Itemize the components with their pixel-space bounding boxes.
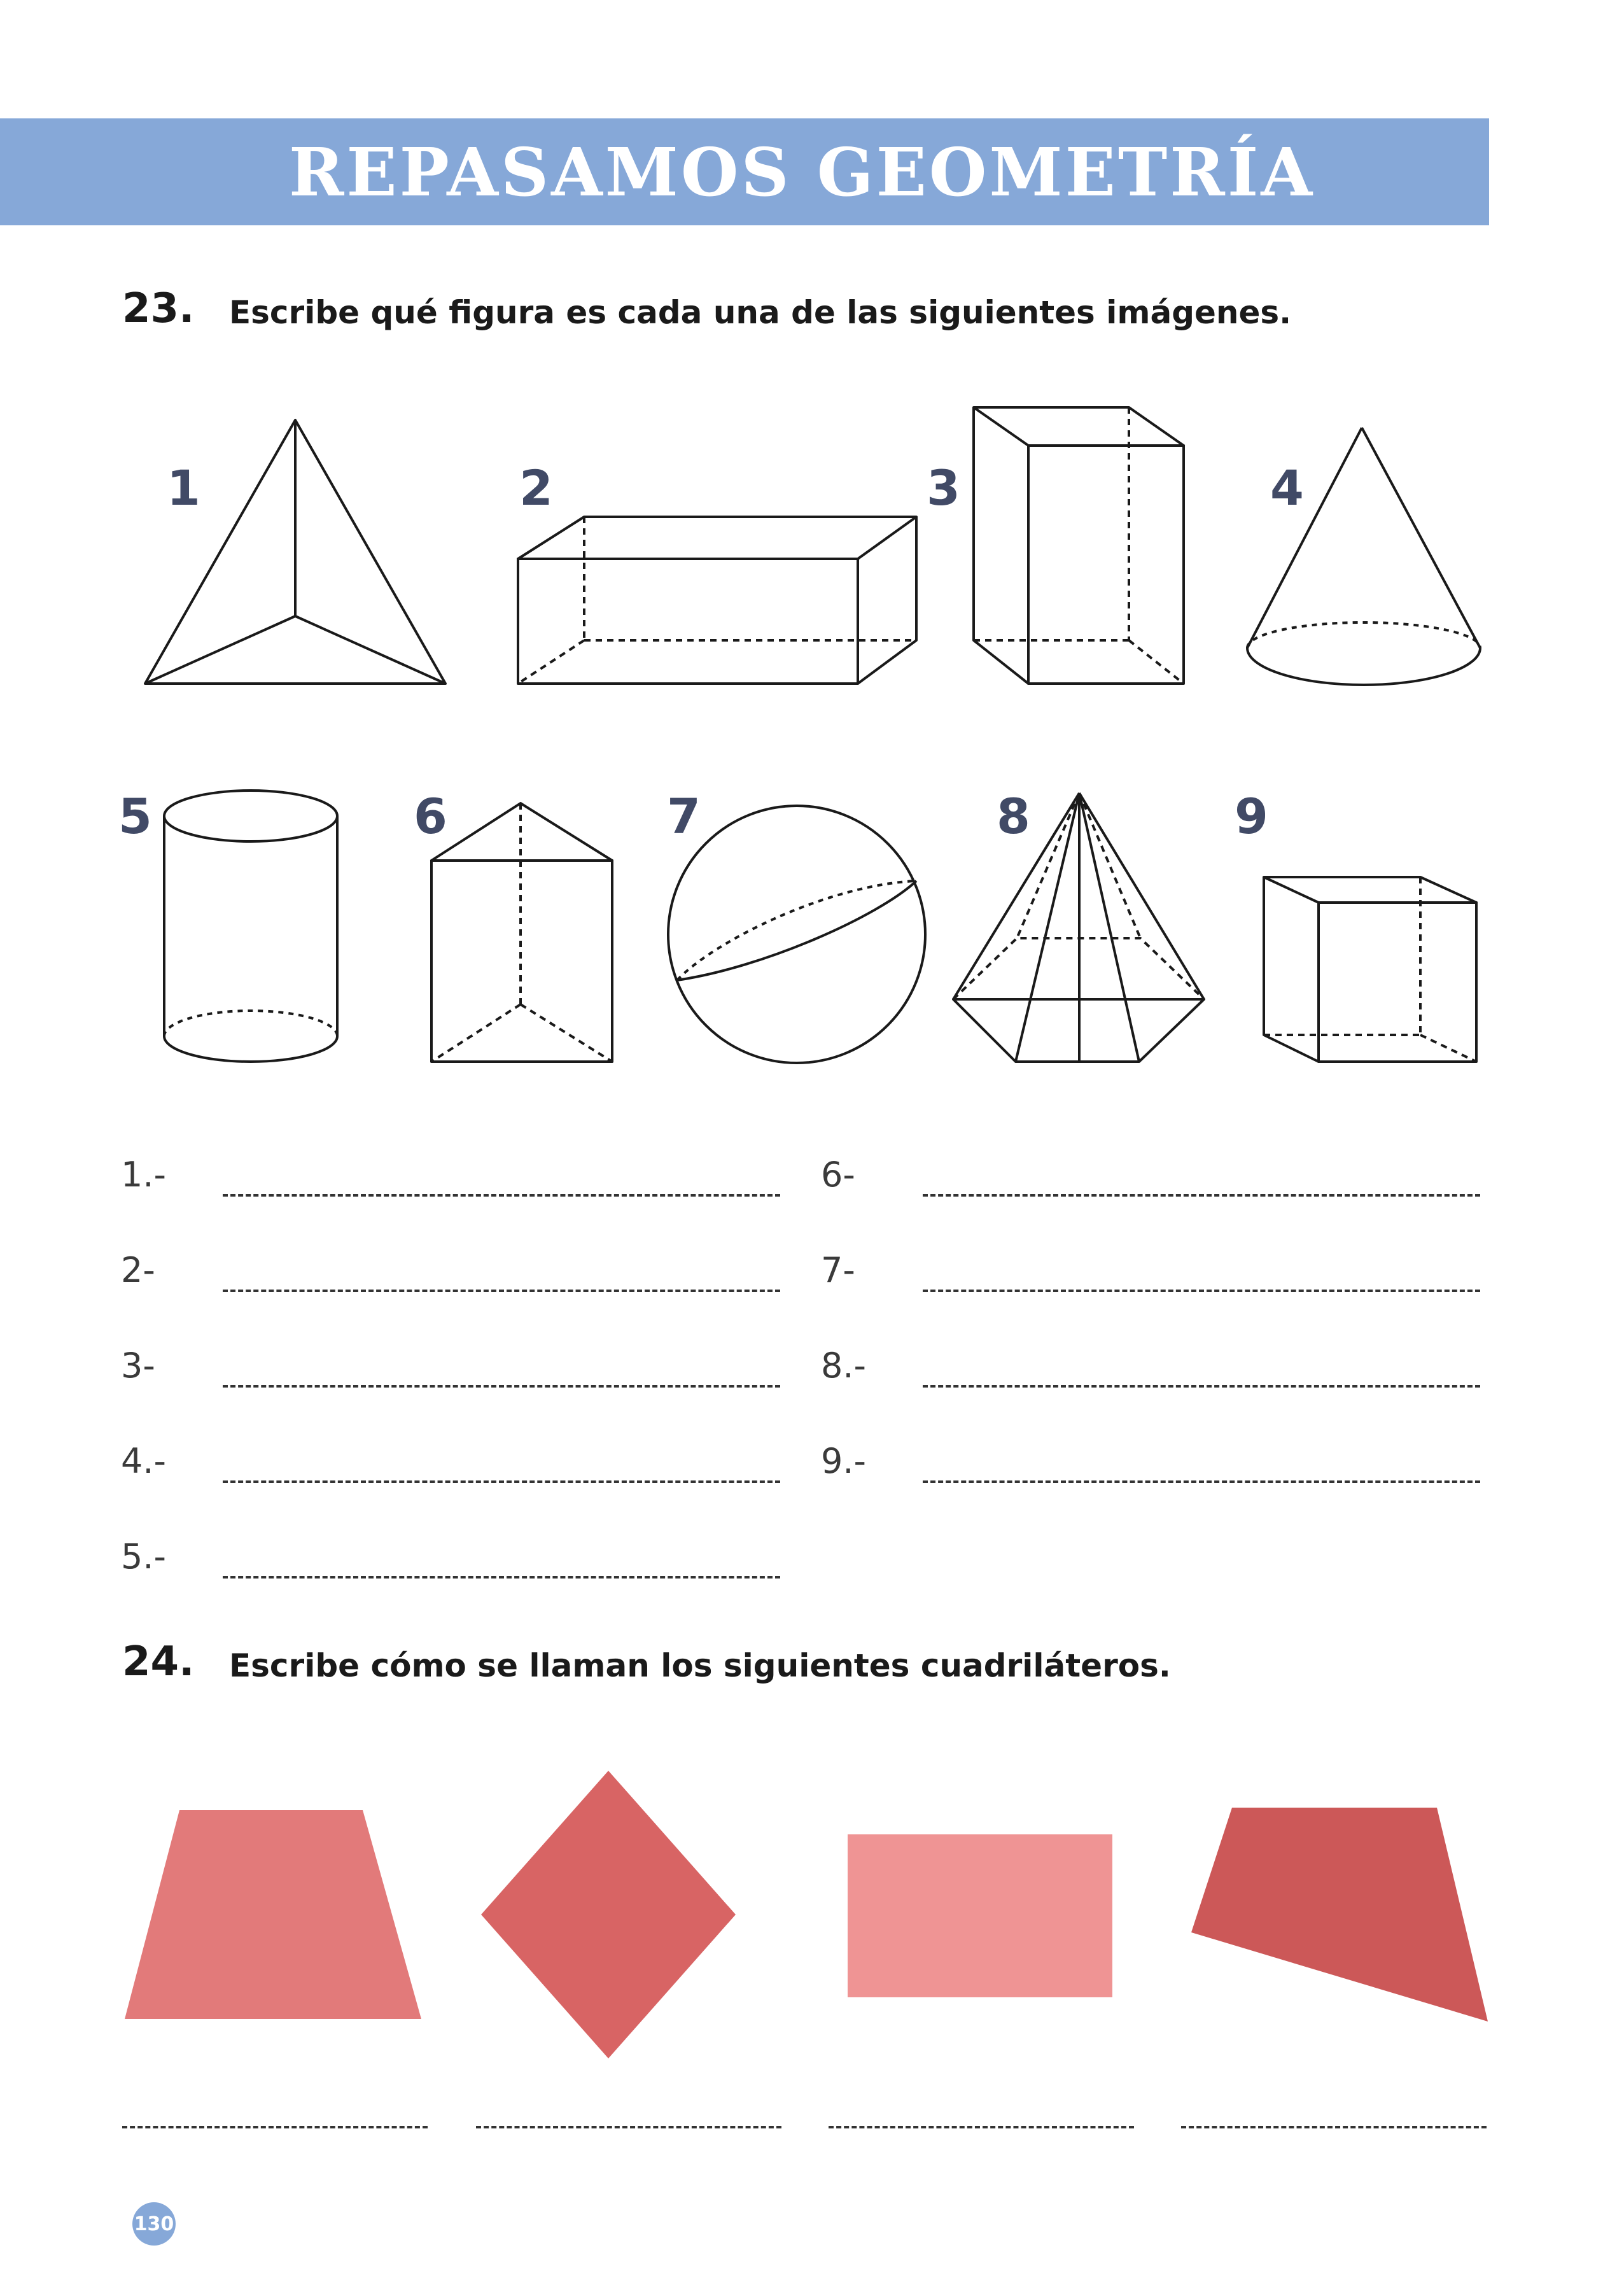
answer-line-7[interactable] xyxy=(923,1290,1480,1292)
tetrahedron-figure xyxy=(145,420,445,684)
answer-line-1[interactable] xyxy=(223,1194,780,1197)
answer-row-8 xyxy=(821,1346,1489,1396)
answer-row-7 xyxy=(821,1250,1489,1301)
quad-answer-line-4[interactable] xyxy=(1181,2126,1487,2128)
exercise-24-instruction: Escribe cómo se llaman los siguientes cuadriláteros. xyxy=(229,1647,1171,1684)
pyramid-figure xyxy=(953,793,1204,1062)
cone-figure xyxy=(1247,428,1480,685)
figure-label-6: 6 xyxy=(414,788,447,845)
answer-label-7: 7- xyxy=(821,1250,855,1290)
answer-row-3 xyxy=(121,1346,789,1396)
page-number: 130 xyxy=(134,2212,174,2235)
answer-line-4[interactable] xyxy=(223,1480,780,1483)
answer-line-8[interactable] xyxy=(923,1385,1480,1388)
figure-label-2: 2 xyxy=(519,460,553,516)
exercise-23-number: 23. xyxy=(122,285,195,332)
figure-label-3: 3 xyxy=(927,460,960,516)
answer-row-4 xyxy=(121,1441,789,1492)
answer-label-9: 9.- xyxy=(821,1441,867,1481)
trapezoid-shape xyxy=(125,1810,421,2019)
rectangular-prism-figure xyxy=(518,517,916,684)
answer-label-2: 2- xyxy=(121,1250,155,1290)
answer-label-8: 8.- xyxy=(821,1346,867,1386)
sphere-figure xyxy=(668,806,925,1063)
answer-label-5: 5.- xyxy=(121,1536,167,1577)
cube-figure xyxy=(1264,877,1476,1062)
page-title: REPASAMOS GEOMETRÍA xyxy=(288,132,1315,211)
answer-row-2 xyxy=(121,1250,789,1301)
answer-line-2[interactable] xyxy=(223,1290,780,1292)
rhombus-shape xyxy=(481,1771,736,2058)
exercise-24-number: 24. xyxy=(122,1638,195,1685)
triangular-prism-figure xyxy=(431,803,612,1062)
answer-label-1: 1.- xyxy=(121,1155,167,1195)
answer-line-9[interactable] xyxy=(923,1480,1480,1483)
answer-line-6[interactable] xyxy=(923,1194,1480,1197)
figure-label-9: 9 xyxy=(1235,788,1268,845)
figure-label-8: 8 xyxy=(997,788,1030,845)
answer-row-1 xyxy=(121,1155,789,1206)
vertical-prism-figure xyxy=(974,407,1184,684)
exercise-23-instruction: Escribe qué figura es cada una de las siguientes imágenes. xyxy=(229,294,1292,331)
page-number-badge xyxy=(132,2202,176,2246)
answer-label-6: 6- xyxy=(821,1155,855,1195)
answer-label-3: 3- xyxy=(121,1346,155,1386)
figure-label-1: 1 xyxy=(167,460,200,516)
quad-answer-line-1[interactable] xyxy=(122,2126,428,2128)
figure-label-7: 7 xyxy=(667,788,701,845)
figure-label-5: 5 xyxy=(118,788,152,845)
quad-answer-line-2[interactable] xyxy=(476,2126,781,2128)
cylinder-figure xyxy=(164,791,337,1062)
quad-answer-line-3[interactable] xyxy=(829,2126,1134,2128)
answer-label-4: 4.- xyxy=(121,1441,167,1481)
answer-line-3[interactable] xyxy=(223,1385,780,1388)
answer-row-9 xyxy=(821,1441,1489,1492)
answer-line-5[interactable] xyxy=(223,1576,780,1578)
rectangle-shape xyxy=(848,1834,1112,1997)
answer-row-5 xyxy=(121,1536,789,1587)
answer-row-6 xyxy=(821,1155,1489,1206)
figure-label-4: 4 xyxy=(1270,460,1304,516)
trapezoid-irregular-shape xyxy=(1191,1808,1488,2021)
